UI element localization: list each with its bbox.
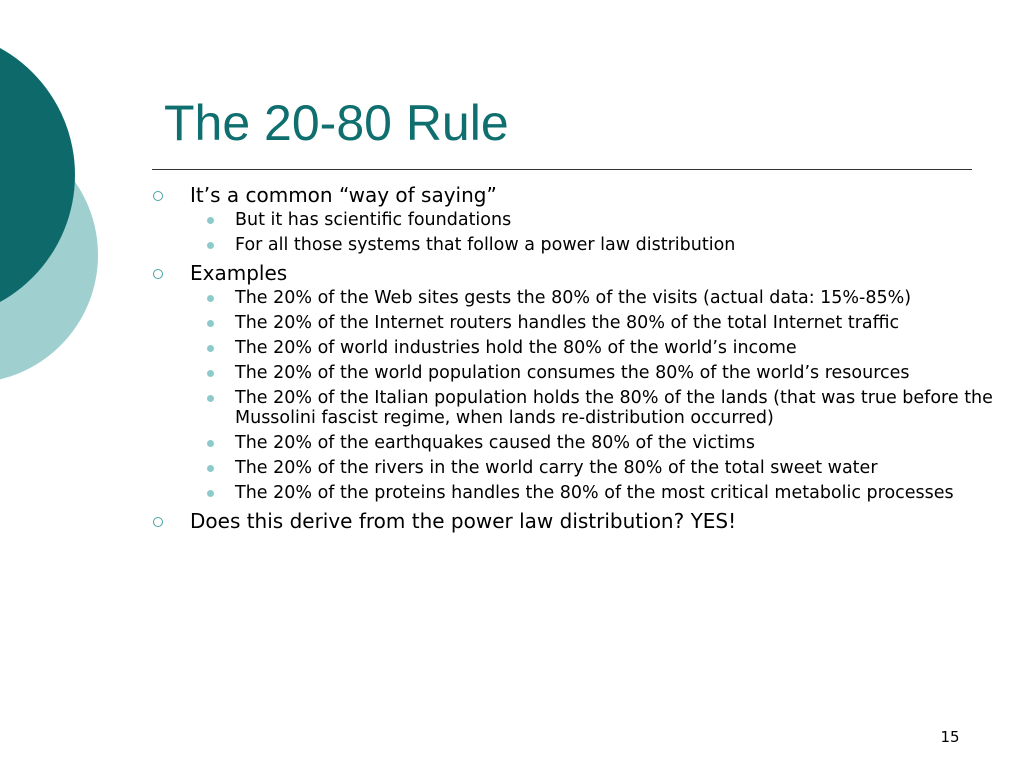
sub-bullet	[190, 210, 1012, 230]
sub-bullet-text: The 20% of the earthquakes caused the 80% of the victims	[235, 433, 755, 453]
bullet-power-law-question	[152, 508, 1012, 534]
decorative-circles	[0, 0, 110, 400]
title-underline	[152, 169, 972, 170]
sub-bullet-list	[190, 210, 1012, 255]
dot-bullet-icon	[207, 242, 214, 249]
hollow-circle-bullet-icon	[153, 269, 163, 279]
dot-bullet-icon	[207, 345, 214, 352]
dot-bullet-icon	[207, 370, 214, 377]
sub-bullet-text: But it has scientific foundations	[235, 210, 512, 230]
bullet-common-saying	[152, 182, 1012, 255]
dot-bullet-icon	[207, 217, 214, 224]
dot-bullet-icon	[207, 465, 214, 472]
sub-bullet-text: The 20% of the rivers in the world carry the 80% of the total sweet water	[235, 458, 878, 478]
bullet-text: Does this derive from the power law distribution? YES!	[190, 509, 737, 533]
sub-bullet-text: For all those systems that follow a power law distribution	[235, 235, 736, 255]
sub-bullet	[190, 363, 1012, 383]
bullet-text: It’s a common “way of saying”	[190, 183, 497, 207]
dot-bullet-icon	[207, 490, 214, 497]
bullet-list	[152, 182, 1012, 534]
sub-bullet-text: The 20% of the Italian population holds the 80% of the lands (that was true before the Mussolini fascist regime, when lands re-distribution occurred)	[235, 388, 993, 428]
sub-bullet	[190, 483, 1012, 503]
bullet-examples	[152, 260, 1012, 503]
hollow-circle-bullet-icon	[153, 191, 163, 201]
sub-bullet-text: The 20% of world industries hold the 80% of the world’s income	[235, 338, 797, 358]
sub-bullet	[190, 433, 1012, 453]
sub-bullet	[190, 235, 1012, 255]
dot-bullet-icon	[207, 395, 214, 402]
slide-title: The 20-80 Rule	[164, 95, 509, 151]
slide-content	[152, 182, 1012, 534]
sub-bullet	[190, 338, 1012, 358]
sub-bullet	[190, 388, 1012, 428]
sub-bullet-text: The 20% of the world population consumes the 80% of the world’s resources	[235, 363, 910, 383]
sub-bullet	[190, 288, 1012, 308]
sub-bullet-text: The 20% of the Internet routers handles the 80% of the total Internet traffic	[235, 313, 900, 333]
dot-bullet-icon	[207, 440, 214, 447]
sub-bullet	[190, 313, 1012, 333]
hollow-circle-bullet-icon	[153, 517, 163, 527]
sub-bullet-text: The 20% of the Web sites gests the 80% of the visits (actual data: 15%-85%)	[235, 288, 912, 308]
sub-bullet-list	[190, 288, 1012, 503]
bullet-text: Examples	[190, 261, 288, 285]
sub-bullet-text: The 20% of the proteins handles the 80% of the most critical metabolic processes	[235, 483, 954, 503]
sub-bullet	[190, 458, 1012, 478]
dot-bullet-icon	[207, 320, 214, 327]
dot-bullet-icon	[207, 295, 214, 302]
page-number: 15	[940, 728, 960, 746]
